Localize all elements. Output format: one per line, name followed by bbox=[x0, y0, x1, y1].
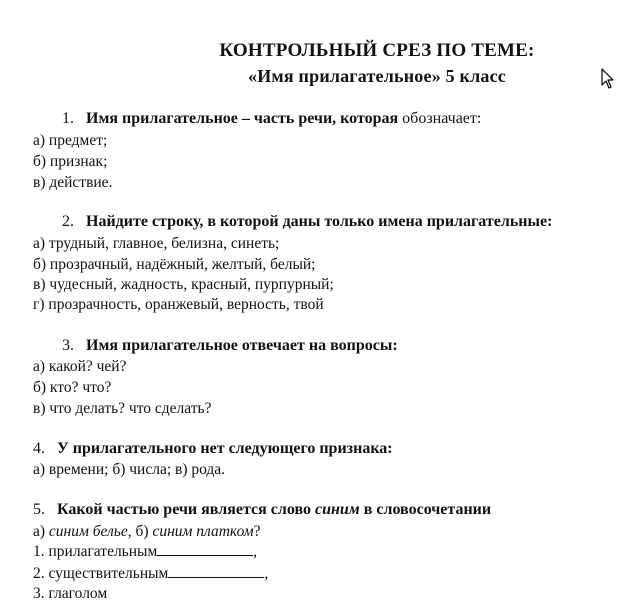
page-subtitle: «Имя прилагательное» 5 класс bbox=[248, 66, 506, 86]
question-number: 3. bbox=[62, 337, 74, 354]
option-line: г) прозрачность, оранжевый, верность, твой bbox=[33, 296, 324, 313]
answer-line: 1. прилагательным , bbox=[33, 543, 258, 560]
page-title: КОНТРОЛЬНЫЙ СРЕЗ ПО ТЕМЕ: bbox=[219, 40, 535, 61]
question-text: У прилагательного нет следующего признака: bbox=[57, 440, 393, 457]
option-line: а) какой? чей? bbox=[33, 358, 127, 375]
question-text: Имя прилагательное отвечает на вопросы: bbox=[86, 337, 398, 354]
option-line: а) времени; б) числа; в) рода. bbox=[33, 461, 226, 478]
answer-line: 2. существительным , bbox=[33, 565, 269, 582]
question-text: Найдите строку, в которой даны только имена прилагательные: bbox=[86, 213, 553, 230]
question-5 bbox=[33, 501, 491, 519]
answer-blank bbox=[168, 565, 264, 578]
question-4 bbox=[33, 440, 393, 458]
option-line: в) действие. bbox=[33, 174, 113, 191]
answer-blank bbox=[157, 543, 253, 556]
option-line: б) прозрачный, надёжный, желтый, белый; bbox=[33, 256, 316, 273]
mouse-cursor-icon bbox=[601, 68, 615, 90]
question-text: Какой частью речи является слово синим в словосочетании bbox=[57, 501, 492, 518]
answer-line: 3. глаголом bbox=[33, 585, 108, 602]
option-line: в) чудесный, жадность, красный, пурпурный; bbox=[33, 276, 334, 293]
question-1 bbox=[62, 110, 481, 128]
option-line: а) синим белье, б) синим платком? bbox=[33, 523, 261, 540]
option-line: б) признак; bbox=[33, 153, 108, 170]
option-line: б) кто? что? bbox=[33, 379, 112, 396]
question-number: 2. bbox=[62, 213, 74, 230]
question-2 bbox=[62, 213, 552, 231]
option-line: а) предмет; bbox=[33, 132, 108, 149]
question-3 bbox=[62, 337, 398, 355]
option-line: в) что делать? что сделать? bbox=[33, 400, 212, 417]
question-number: 5. bbox=[33, 501, 45, 518]
question-number: 4. bbox=[33, 440, 45, 457]
option-line: а) трудный, главное, белизна, синеть; bbox=[33, 235, 280, 252]
question-text-rest: обозначает: bbox=[398, 110, 482, 127]
question-number: 1. bbox=[62, 110, 74, 127]
question-text: Имя прилагательное – часть речи, которая bbox=[86, 110, 399, 127]
